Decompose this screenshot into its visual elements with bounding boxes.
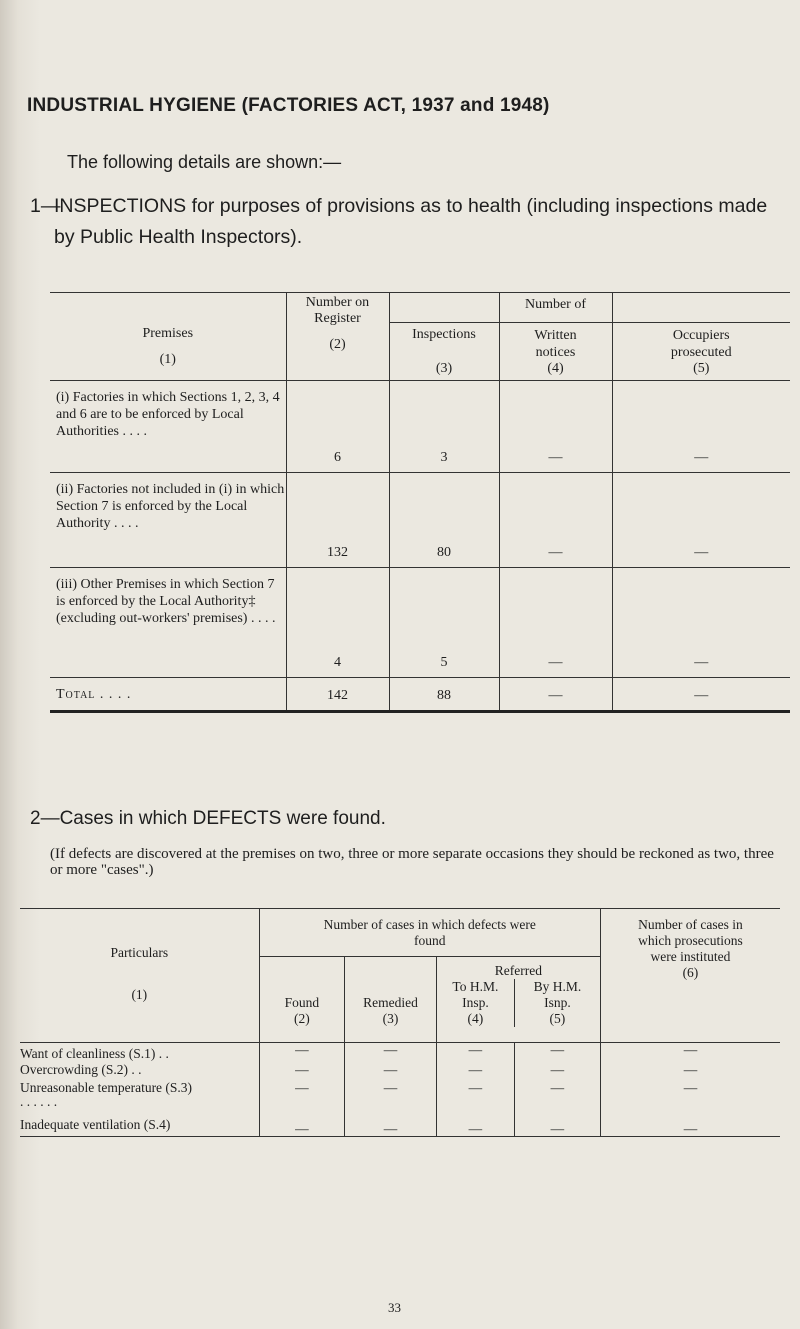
row-by-hm: — — [514, 1063, 600, 1081]
row-label: (ii) Factories not included in (i) in which Section 7 is enforced by the Local Authority . . . . — [56, 482, 285, 531]
row-register: 132 — [286, 473, 389, 568]
row-label: Want of cleanliness (S.1) . . — [20, 1046, 169, 1061]
header-particulars — [20, 909, 259, 1043]
row-prosecutions: — — [600, 1081, 780, 1113]
total-occupiers: — — [612, 678, 790, 712]
section-1-text: INSPECTIONS for purposes of provisions as to health (including inspections made by Public Health Inspectors). — [54, 195, 768, 248]
row-to-hm: — — [436, 1081, 514, 1113]
header-referred-label: Referred — [494, 963, 542, 978]
row-by-hm: — — [514, 1043, 600, 1063]
header-to-hm-label: To H.M. Insp. — [452, 979, 499, 1010]
header-referred — [436, 957, 600, 1043]
header-premises — [50, 293, 286, 381]
section-2-note: (If defects are discovered at the premises on two, three or more separate occasions they should be reckoned as two, three or more "cases".) — [50, 846, 774, 878]
inspections-table — [50, 292, 790, 713]
row-label: Overcrowding (S.2) . . — [20, 1061, 142, 1077]
header-prosecutions-label: Number of cases in which prosecutions were instituted — [638, 917, 743, 964]
row-found: — — [259, 1081, 345, 1113]
row-found: — — [259, 1043, 345, 1063]
row-label: (i) Factories in which Sections 1, 2, 3, 4 and 6 are to be enforced by Local Authorities . . . . — [56, 390, 280, 439]
header-found-num: (2) — [294, 1011, 310, 1026]
header-inspections — [389, 323, 499, 381]
header-remedied — [345, 957, 437, 1043]
header-found-label: Found — [284, 995, 320, 1010]
row-occupiers: — — [612, 381, 790, 473]
header-written — [499, 323, 612, 381]
header-prosecutions-num: (6) — [682, 965, 699, 980]
row-remedied: — — [345, 1063, 437, 1081]
header-group-label: Number of cases in which defects were found — [323, 917, 536, 948]
row-label: Inadequate ventilation (S.4) — [20, 1117, 171, 1132]
header-by-hm-label: By H.M. Isnp. — [533, 979, 582, 1010]
header-prosecutions — [600, 909, 780, 1043]
row-prosecutions: — — [600, 1113, 780, 1137]
section-1-number: 1— — [30, 195, 61, 217]
header-register — [286, 293, 389, 381]
total-label: Total . . . . — [56, 687, 132, 702]
total-written: — — [499, 678, 612, 712]
row-register: 4 — [286, 568, 389, 678]
row-remedied: — — [345, 1043, 437, 1063]
header-occupiers — [612, 323, 790, 381]
header-inspections-num: (3) — [435, 361, 453, 376]
row-label: (iii) Other Premises in which Section 7 is enforced by the Local Authority‡ (excluding out-workers' premises) . . . . — [56, 577, 276, 626]
header-remedied-num: (3) — [382, 1011, 399, 1026]
intro-text: The following details are shown:— — [67, 152, 342, 172]
header-by-hm-num: (5) — [549, 1011, 566, 1026]
header-remedied-label: Remedied — [363, 995, 418, 1010]
header-register-label: Number on Register — [305, 295, 370, 326]
row-occupiers: — — [612, 473, 790, 568]
header-premises-label: Premises — [142, 325, 194, 341]
header-occupiers-label: Occupiers prosecuted — [670, 328, 732, 360]
row-written: — — [499, 381, 612, 473]
row-register: 6 — [286, 381, 389, 473]
header-premises-num: (1) — [159, 351, 176, 367]
row-by-hm: — — [514, 1113, 600, 1137]
table-row — [50, 473, 790, 568]
table-row — [20, 1043, 780, 1063]
header-number-of: Number of — [499, 293, 612, 323]
row-label: Unreasonable temperature (S.3) . . . . . . — [20, 1079, 193, 1109]
page-number: 33 — [388, 1300, 401, 1315]
row-prosecutions: — — [600, 1043, 780, 1063]
table-row — [20, 1113, 780, 1137]
header-to-hm-num: (4) — [467, 1011, 484, 1026]
row-to-hm: — — [436, 1063, 514, 1081]
row-written: — — [499, 473, 612, 568]
table-row — [20, 1081, 780, 1113]
row-remedied: — — [345, 1081, 437, 1113]
header-register-num: (2) — [329, 337, 346, 352]
header-written-label: Written notices — [534, 328, 577, 360]
header-inspections-label: Inspections — [412, 327, 476, 342]
row-by-hm: — — [514, 1081, 600, 1113]
section-1 — [30, 191, 770, 253]
header-particulars-label: Particulars — [110, 945, 169, 960]
row-remedied: — — [345, 1113, 437, 1137]
header-particulars-num: (1) — [131, 987, 148, 1002]
header-occupiers-num: (5) — [693, 361, 710, 376]
header-found — [259, 957, 345, 1043]
total-inspections: 88 — [389, 678, 499, 712]
header-written-num: (4) — [547, 361, 564, 376]
header-group — [259, 909, 600, 957]
row-to-hm: — — [436, 1113, 514, 1137]
row-written: — — [499, 568, 612, 678]
section-2-heading: 2—Cases in which DEFECTS were found. — [30, 808, 386, 829]
row-inspections: 80 — [389, 473, 499, 568]
row-found: — — [259, 1063, 345, 1081]
table-row — [20, 1063, 780, 1081]
row-inspections: 5 — [389, 568, 499, 678]
header-by-hm — [514, 979, 600, 1027]
row-prosecutions: — — [600, 1063, 780, 1081]
table-row — [50, 381, 790, 473]
row-occupiers: — — [612, 568, 790, 678]
header-to-hm — [437, 979, 514, 1027]
row-inspections: 3 — [389, 381, 499, 473]
defects-table — [20, 908, 780, 1137]
table-row — [50, 568, 790, 678]
row-to-hm: — — [436, 1043, 514, 1063]
row-found: — — [259, 1113, 345, 1137]
total-row — [50, 678, 790, 712]
page-title: INDUSTRIAL HYGIENE (FACTORIES ACT, 1937 and 1948) — [27, 95, 550, 116]
total-register: 142 — [286, 678, 389, 712]
